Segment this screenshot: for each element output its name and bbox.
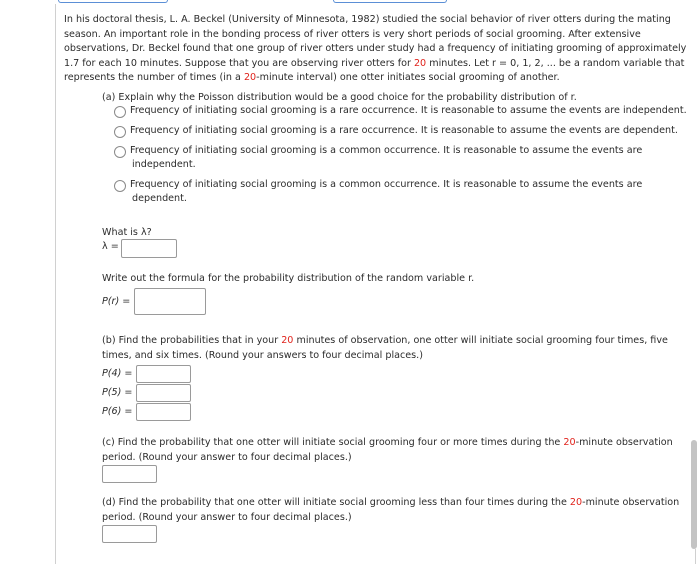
p6-input[interactable] xyxy=(136,403,191,421)
intro-line-5-tail: -minute interval) one otter initiates social grooming of another. xyxy=(256,72,560,83)
intro-line-4-tail: minutes. Let r = 0, 1, 2, ... be a random variable that xyxy=(426,58,685,69)
minutes-value: 20 xyxy=(569,497,583,508)
part-d-tail: -minute observation xyxy=(582,497,680,508)
lambda-input[interactable] xyxy=(121,239,177,258)
part-b-line-2: times, and six times. (Round your answers to four decimal places.) xyxy=(102,350,423,361)
minutes-value: 20 xyxy=(281,335,294,346)
part-d-line-1 xyxy=(102,496,679,511)
option-3-label[interactable]: Frequency of initiating social grooming is a common occurrence. It is reasonable to assume the events are xyxy=(130,145,643,156)
part-c-input[interactable] xyxy=(102,465,157,483)
option-3-label-cont[interactable]: independent. xyxy=(132,159,196,170)
part-c-line-2: period. (Round your answer to four decimal places.) xyxy=(102,452,352,463)
part-b-text: (b) Find the probabilities that in your xyxy=(102,335,282,346)
part-a-prompt: (a) Explain why the Poisson distribution would be a good choice for the probability distribution of r. xyxy=(102,92,577,103)
top-tab-left[interactable] xyxy=(58,0,168,3)
minutes-value: 20 xyxy=(243,72,257,83)
radio-option-4[interactable] xyxy=(114,180,126,192)
formula-input[interactable] xyxy=(134,288,206,315)
radio-option-3[interactable] xyxy=(114,146,126,158)
intro-line-1: In his doctoral thesis, L. A. Beckel (University of Minnesota, 1982) studied the social behavior of river otters during the mating xyxy=(64,14,671,25)
part-b-line-1 xyxy=(102,334,668,349)
p6-label: P(6) = xyxy=(102,406,133,417)
intro-line-2: season. An important role in the bonding process of river otters is very short periods of social grooming. After extensive xyxy=(64,29,641,40)
intro-line-4-text: 1.7 for each 10 minutes. Suppose that you are observing river otters for xyxy=(64,58,414,69)
option-1-label[interactable]: Frequency of initiating social grooming is a rare occurrence. It is reasonable to assume the events are independent. xyxy=(130,105,687,116)
formula-label: P(r) = xyxy=(102,296,131,307)
minutes-value: 20 xyxy=(563,437,576,448)
lambda-label: λ = xyxy=(102,241,119,252)
part-b-tail: minutes of observation, one otter will initiate social grooming four times, five xyxy=(293,335,668,346)
part-c-tail: -minute observation xyxy=(575,437,673,448)
intro-line-5 xyxy=(64,71,560,86)
part-d-text: (d) Find the probability that one otter will initiate social grooming less than four times during the xyxy=(102,497,570,508)
p5-label: P(5) = xyxy=(102,387,133,398)
radio-option-1[interactable] xyxy=(114,106,126,118)
part-d-input[interactable] xyxy=(102,525,157,543)
part-c-text: (c) Find the probability that one otter will initiate social grooming four or more times during the xyxy=(102,437,564,448)
lambda-question: What is λ? xyxy=(102,227,152,238)
option-4-label[interactable]: Frequency of initiating social grooming is a common occurrence. It is reasonable to assume the events are xyxy=(130,179,643,190)
option-2-label[interactable]: Frequency of initiating social grooming is a rare occurrence. It is reasonable to assume the events are dependent. xyxy=(130,125,678,136)
radio-option-2[interactable] xyxy=(114,126,126,138)
intro-line-3: observations, Dr. Beckel found that one group of river otters under study had a frequency of initiating grooming of approximately xyxy=(64,43,687,54)
intro-line-4 xyxy=(64,57,684,72)
scrollbar-thumb[interactable] xyxy=(691,440,697,549)
top-tab-right[interactable] xyxy=(333,0,447,3)
p5-input[interactable] xyxy=(136,384,191,402)
formula-prompt: Write out the formula for the probability distribution of the random variable r. xyxy=(102,273,475,284)
part-c-line-1 xyxy=(102,436,673,451)
p4-label: P(4) = xyxy=(102,368,133,379)
intro-line-5-text: represents the number of times (in a xyxy=(64,72,244,83)
p4-input[interactable] xyxy=(136,365,191,383)
option-4-label-cont[interactable]: dependent. xyxy=(132,193,187,204)
minutes-value: 20 xyxy=(413,58,427,69)
part-d-line-2: period. (Round your answer to four decimal places.) xyxy=(102,512,352,523)
